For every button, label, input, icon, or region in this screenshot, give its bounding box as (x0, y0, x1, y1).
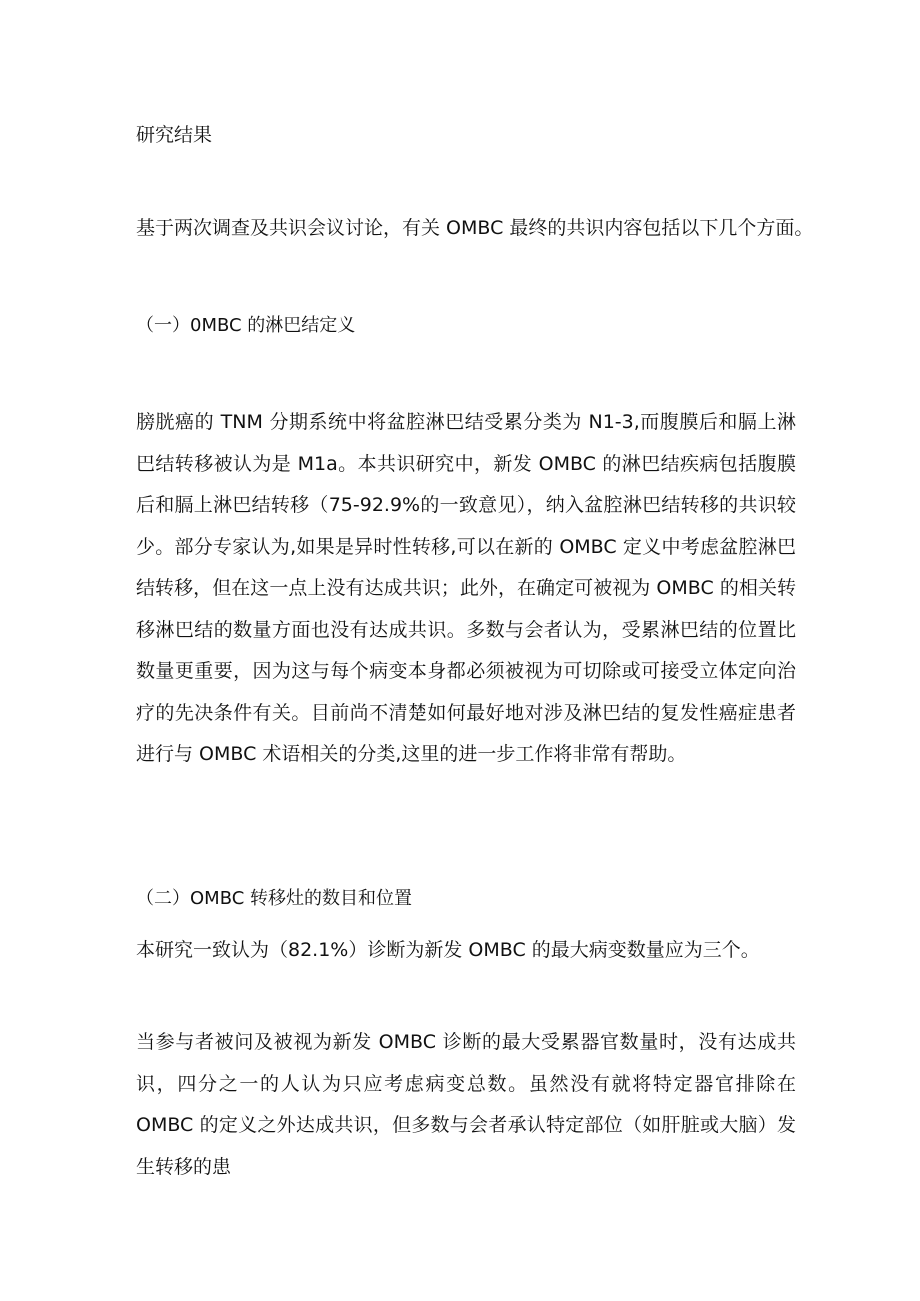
section-2-paragraph-2: 当参与者被问及被视为新发 OMBC 诊断的最大受累器官数量时，没有达成共识，四分之一的人认为只应考虑病变总数。虽然没有就将特定器官排除在 OMBC 的定义之外达成共识，但多数与会者承认特定部位（如肝脏或大脑）发生转移的患 (136, 1031, 796, 1178)
page-title: 研究结果 (136, 124, 213, 146)
section-1-paragraph: 膀胱癌的 TNM 分期系统中将盆腔淋巴结受累分类为 N1-3,而腹膜后和膈上淋巴结转移被认为是 M1a。本共识研究中，新发 OMBC 的淋巴结疾病包括腹膜后和膈上淋巴结转移（75-92.9%的一致意见），纳入盆腔淋巴结转移的共识较少。部分专家认为,如果是异时性转移,可以在新的 OMBC 定义中考虑盆腔淋巴结转移，但在这一点上没有达成共识；此外，在确定可被视为 OMBC 的相关转移淋巴结的数量方面也没有达成共识。多数与会者认为，受累淋巴结的位置比数量更重要，因为这与每个病变本身都必须被视为可切除或可接受立体定向治疗的先决条件有关。目前尚不清楚如何最好地对涉及淋巴结的复发性癌症患者进行与 OMBC 术语相关的分类,这里的进一步工作将非常有帮助。 (136, 411, 796, 765)
section-1-heading: （一）0MBC 的淋巴结定义 (136, 315, 356, 336)
section-2-paragraph-1: 本研究一致认为（82.1%）诊断为新发 OMBC 的最大病变数量应为三个。 (136, 939, 760, 961)
section-2-heading: （二）OMBC 转移灶的数目和位置 (136, 888, 413, 909)
intro-paragraph: 基于两次调查及共识会议讨论，有关 OMBC 最终的共识内容包括以下几个方面。 (136, 217, 814, 239)
